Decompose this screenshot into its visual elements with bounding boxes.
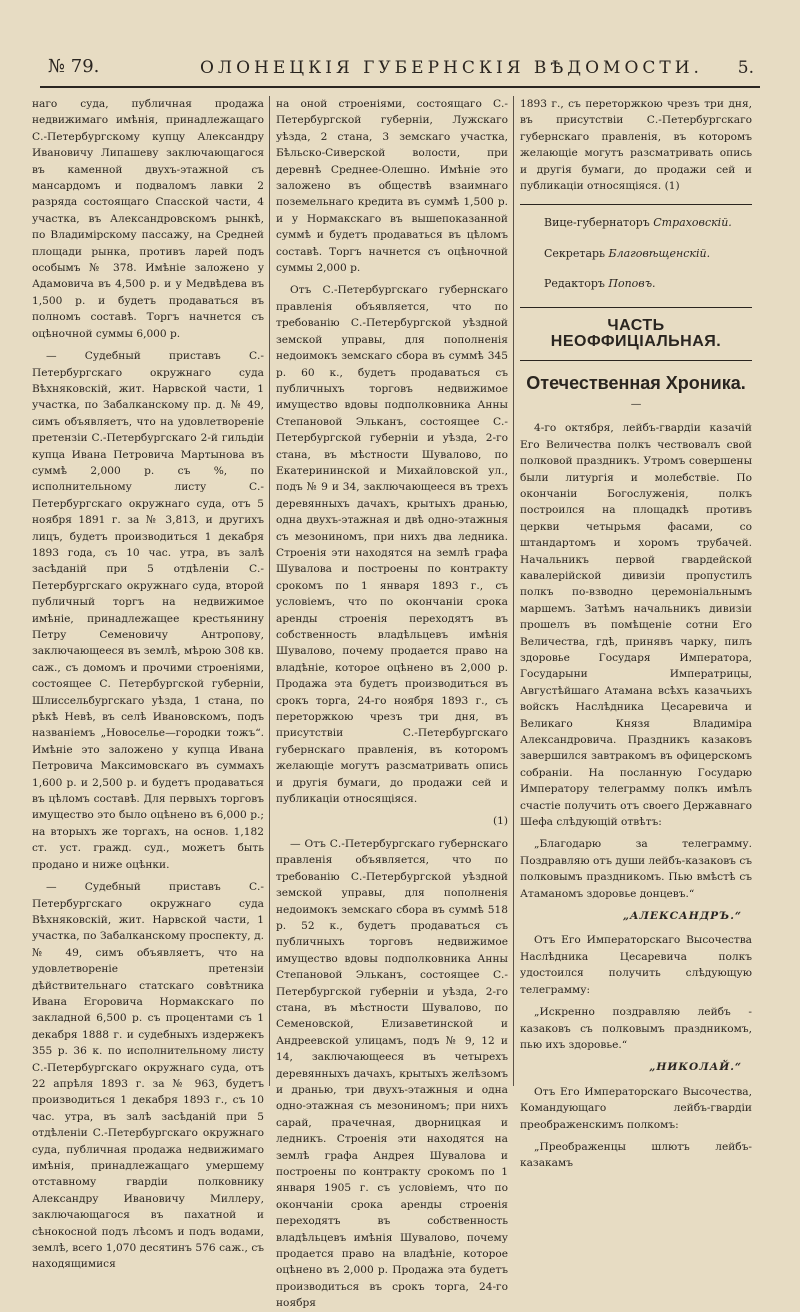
notice-paragraph: Отъ С.-Петербургскаго губернскаго правленія объявляется, что по требованію С.-Петербургской уѣздной земской управы, для пополненія недоимокъ земскаго сбора въ суммѣ 345 р. 60 к., будетъ продаваться съ публичныхъ торговъ недвижимое имущество вдовы подполковника Анны Степановой Эльканъ, состоящее С.-Петербургской губерніи и уѣзда, 2-го стана, въ мѣстности Шувалово, по Екатерининской и Михайловской ул., подъ № 9 и 34, заключающееся въ трехъ деревянныхъ дачахъ, крытыхъ дранью, одна двухъ-этажная и двѣ одно-этажныя съ мезониномъ, при нихъ два ледника. Строенія эти находятся на землѣ графа Шувалова и построены по контракту срокомъ по 1 января 1893 г., съ условіемъ, что по окончаніи срока аренды строенія переходятъ въ собственность владѣльцевъ имѣнія Шувалово, почему продается право на владѣніе, которое оцѣнено въ 2,000 р. Продажа эта будетъ производиться въ срокъ торга, 24-го ноября 1893 г., съ переторжкою чрезъ три дня, въ присутствіи С.-Петербургскаго губернскаго правленія, въ которомъ желающіе могутъ разсматривать опись и другія бумаги, до продажи сей и публикаціи относящіяся. [276,284,508,806]
telegram-quote: „Искренно поздравляю лейбъ - казаковъ съ полковымъ праздникомъ, пью ихъ здоровье.“ [520,1006,752,1051]
signature-role: Секретарь [544,246,606,260]
signature-name: Поповъ. [608,277,656,291]
chronicle-title: Отечественная Хроника. [526,373,746,394]
signature-line [520,215,752,231]
page-header [40,52,760,88]
signature-line [520,276,752,292]
divider [520,307,752,308]
notice-paragraph: на оной строеніями, состоящаго С.-Петербургской губерніи, Лужскаго уѣзда, 2 стана, 3 земскаго участка, Бѣльско-Сиверской волости, при деревнѣ Среднее-Олешно. Имѣніе это заложено въ обществѣ взаимнаго поземельнаго кредита въ суммѣ 1,500 р. и у Нормакскаго въ вышепоказанной суммѣ и будетъ продаваться въ цѣломъ составѣ. Торгъ начнется съ оцѣночной суммы 2,000 р. [276,98,508,275]
page-number: 5. [737,58,754,78]
notice-paragraph: — Судебный приставъ С.-Петербургскаго окружнаго суда Вѣхняковскій, жит. Нарвской части, 1 участка, по Забалканскому пр. д. № 49, симъ объявляетъ, что на удовлетвореніе претензіи С.-Петербургскаго 2-й гильдіи купца Ивана Петровича Мартынова въ суммѣ 2,000 р. съ %, по исполнительному листу С.-Петербургскаго окружнаго суда, отъ 5 ноября 1891 г. за № 3,813, и другихъ лицъ, будетъ производиться 1 декабря 1893 года, съ 10 час. утра, въ залѣ засѣданій при 5 отдѣленіи С.-Петербургскаго окружнаго суда, второй публичный торгъ на недвижимое имѣніе, принадлежащее крестьянину Петру Семеновичу Антропову, заключающееся въ землѣ, мѣрою 308 кв. саж., съ домомъ и прочими строеніями, состоящее С. Петербургской губерніи, Шлиссельбургскаго уѣзда, 1 стана, по рѣкѣ Невѣ, въ селѣ Ивановскомъ, подъ названіемъ „Новоселье—городки тожъ“. Имѣніе это заложено у купца Ивана Петровича Максимовскаго въ суммахъ 1,600 р. и 2,500 р. и будетъ продаваться въ цѣломъ составѣ. Для первыхъ торговъ имущество это было оцѣнено въ 6,000 р.; на вторыхъ же торгахъ, на основ. 1,182 ст. уст. гражд. суд., можетъ быть продано и ниже оцѣнки. [32,350,264,871]
signature-name: Благовѣщенскій. [608,246,711,260]
column-divider [269,96,270,1086]
notice-paragraph: — Судебный приставъ С.-Петербургскаго окружнаго суда Вѣхняковскій, жит. Нарвской части, 1 участка, по Забалканскому проспекту, д. № 49, симъ объявляетъ, что на удовлетвореніе претензіи дѣйствительнаго статскаго совѣтника Ивана Егоровича Нормакскаго по закладной 6,500 р. съ процентами съ 1 декабря 1888 г. и судебныхъ издержекъ 355 р. 36 к. по исполнительному листу С.-Петербургскаго окружнаго суда, отъ 22 апрѣля 1893 г. за № 963, будетъ производиться 1 декабря 1893 г., съ 10 час. утра, въ залѣ засѣданій при 5 отдѣленіи С.-Петербургскаго окружнаго суда, публичная продажа недвижимаго имѣнія, принадлежащаго умершему отставному гвардіи полковнику Александру Ивановичу Миллеру, заключающагося въ пахатной и сѣнокосной подъ лѣсомъ и подъ водами, землѣ, всего 1,070 десятинъ 576 саж., съ находящимися [32,881,264,1271]
chronicle-paragraph: Отъ Его Императорскаго Высочества, Командующаго лейбъ-гвардіи преображенскимъ полкомъ: [520,1085,752,1131]
divider [520,204,752,205]
column-divider [513,96,514,1086]
column-3 [520,96,752,1170]
chronicle-paragraph: 4-го октября, лейбъ-гвардіи казачій Его Величества полкъ чествовалъ свой полковой праздникъ. Утромъ совершены были литургія и молебствіе. По окончаніи Богослуженія, полкъ построился на площадкѣ противъ церкви четырьмя фасами, со штандартомъ и хоромъ трубачей. Начальникъ первой гвардейской кавалерійской дивизіи пропустилъ полкъ по-взводно церемоніальнымъ маршемъ. Затѣмъ начальникъ дивизіи прошелъ въ помѣщеніе сотни Его Величества, гдѣ, принявъ чарку, пилъ здоровье Государя Императора, Государыни Императрицы, Августѣйшаго Атамана всѣхъ казачьихъ войскъ Наслѣдника Цесаревича и Великаго Князя Владиміра Александровича. Праздникъ казаковъ завершился завтракомъ въ офицерскомъ собраніи. На посланную Государю Императору телеграмму полкъ имѣлъ счастіе получить отъ своего Державнаго Шефа слѣдующій отвѣтъ: [520,422,752,829]
signature-name: Страховскій. [653,216,732,230]
telegram-signature: „АЛЕКСАНДРЪ.“ [622,910,742,923]
issue-number: № 79. [48,56,100,77]
chronicle-paragraph: Отъ Его Императорскаго Высочества Наслѣдника Цесаревича полкъ удостоился получить слѣдующую телеграмму: [520,934,752,996]
notice-paragraph: — Отъ С.-Петербургскаго губернскаго правленія объявляется, что по требованію С.-Петербургской уѣздной земской управы, для пополненія недоимокъ земскаго сбора въ суммѣ 518 р. 52 к., будетъ продаваться съ публичныхъ торговъ недвижимое имущество вдовы подполковника Анны Степановой Эльканъ, состоящее С.-Петербургской губерніи и уѣзда, 2-го стана, въ мѣстности Шувалово, по Семеновской, Елизаветинской и Андреевской улицамъ, подъ № 9, 12 и 14, заключающееся въ четырехъ деревянныхъ дачахъ, крытыхъ желѣзомъ и дранью, три двухъ-этажныя и одна одно-этажная съ мезониномъ; при нихъ сарай, прачечная, дворницкая и ледникъ. Строенія эти находятся на землѣ графа Андрея Шувалова и построены по контракту срокомъ по 1 января 1905 г. съ условіемъ, что по окончаніи срока аренды строенія переходятъ въ собственность владѣльцевъ имѣнія Шувалово, почему продается право на владѣніе, которое оцѣнено въ 2,000 р. Продажа эта будетъ производиться въ срокъ торга, 24-го ноября [276,837,508,1310]
signature-role: Вице-губернаторъ [544,216,650,230]
notice-paragraph: наго суда, публичная продажа недвижимаго имѣнія, принадлежащаго С.-Петербургскому купцу Александру Ивановичу Липашеву заключающагося въ каменной двухъ-этажной съ мансардомъ и подваломъ лавки 2 разряда состоящаго Спасской части, 4 участка, въ Александровскомъ рынкѣ, по Владимірскому пассажу, на Средней площади рынка, противъ ларей подъ особымъ № 378. Имѣніе заложено у Адамовича въ 4,500 р. и у Медвѣдева въ 1,500 р. и будетъ продаваться въ полномъ составѣ. Торгъ начнется съ оцѣночной суммы 6,000 р. [32,98,264,340]
notice-marker: (1) [492,815,508,828]
signature-line [520,246,752,262]
telegram-quote: „Благодарю за телеграмму. Поздравляю отъ души лейбъ-казаковъ съ полковымъ праздникомъ. Пью вмѣстѣ съ Атаманомъ здоровье донцевъ.“ [520,838,752,900]
signature-role: Редакторъ [544,277,605,291]
column-2 [276,96,508,1310]
divider [520,360,752,361]
section-title: ЧАСТЬ НЕОФФИЦІАЛЬНАЯ. [550,316,722,351]
telegram-signature: „НИКОЛАЙ.“ [649,1061,742,1074]
telegram-quote: „Преображенцы шлютъ лейбъ-казакамъ [520,1140,752,1170]
notice-paragraph: 1893 г., съ переторжкою чрезъ три дня, въ присутствіи С.-Петербургскаго губернскаго правленія, въ которомъ желающіе могутъ разсматривать опись и другія бумаги, до продажи сей и публикаціи относящіяся. (1) [520,98,752,193]
column-1 [32,96,264,1271]
newspaper-title: ОЛОНЕЦКІЯ ГУБЕРНСКІЯ ВѢДОМОСТИ. [200,58,703,78]
title-dash: — [630,397,642,410]
